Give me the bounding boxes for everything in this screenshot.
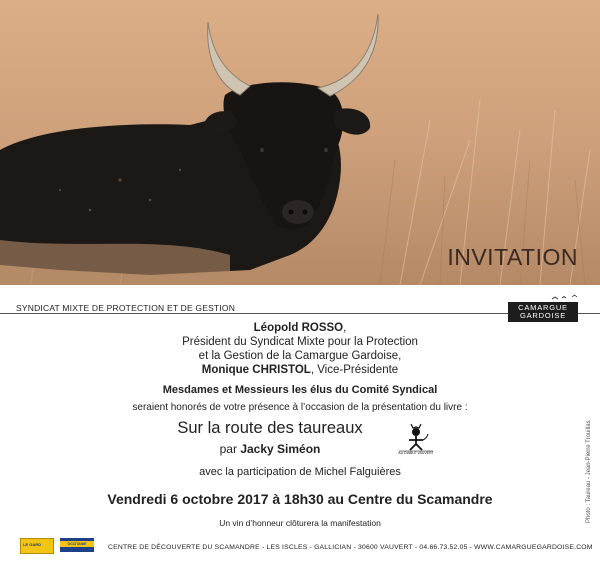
camargue-gardoise-logo [508, 294, 578, 324]
author-name: Jacky Siméon [240, 442, 321, 456]
participation-line: avec la participation de Michel Falguières [199, 466, 401, 478]
sponsor-logo-occitanie [60, 538, 94, 552]
publisher-caption: AU DIABLE VAUVERT [398, 451, 434, 455]
sponsor-logo-gard [20, 538, 54, 554]
photo-credit: Photo : Taureau - Jean-Pierre Trouillas [586, 420, 592, 523]
host-2-name: Monique CHRISTOL [201, 364, 311, 376]
host-1-suffix: , [343, 322, 347, 334]
author-line [0, 442, 570, 456]
reception-line: Un vin d’honneur clôturera la manifestation [219, 518, 381, 528]
event-date-line: Vendredi 6 octobre 2017 à 18h30 au Centre du Scamandre [107, 491, 493, 507]
birds-icon [516, 294, 578, 302]
by-label: par [219, 442, 241, 456]
host-1-first: Léopold [253, 322, 302, 334]
logo-line-2: GARDOISE [520, 311, 566, 320]
host-2-role: , Vice-Présidente [310, 364, 399, 376]
sponsor-1-label: LE GARD [23, 542, 41, 547]
host-2-line [0, 364, 600, 376]
sponsor-2-label: OCCITANIE [60, 541, 94, 547]
honored-line: seraient honorés de votre présence à l’occasion de la présentation du livre : [132, 402, 468, 413]
host-1-last: ROSSO [301, 322, 344, 334]
committee-line: Mesdames et Messieurs les élus du Comité Syndical [162, 384, 438, 396]
host-1-role-line-1: Président du Syndicat Mixte pour la Protection [182, 336, 418, 348]
host-1-role-line-2: et la Gestion de la Camargue Gardoise, [198, 350, 402, 362]
book-title: Sur la route des taureaux [177, 419, 363, 437]
organization-name: SYNDICAT MIXTE DE PROTECTION ET DE GESTION [16, 303, 236, 313]
logo-wordmark [508, 302, 578, 322]
host-1-name [0, 322, 600, 334]
publisher-logo [395, 420, 437, 456]
footer-address: CENTRE DE DÉCOUVERTE DU SCAMANDRE - LES ISCLES - GALLICIAN - 30600 VAUVERT - 04.66.73.52.05 - WWW.CAMARGUEGARDOISE.COM [108, 544, 593, 551]
logo-line-1: CAMARGUE [518, 303, 568, 312]
invitation-title: INVITATION [447, 244, 578, 270]
